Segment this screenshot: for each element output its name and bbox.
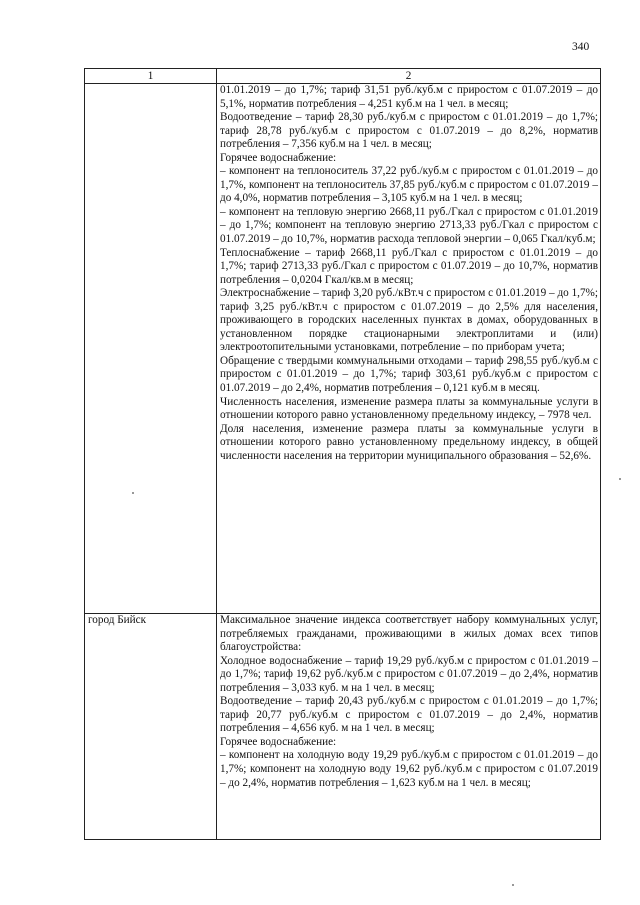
table-row: [85, 84, 601, 614]
tariff-table: [84, 68, 601, 840]
municipality-cell: город Бийск: [85, 614, 217, 840]
scan-dot: [619, 478, 621, 480]
page-number: 340: [572, 41, 590, 53]
scan-dot: [132, 492, 134, 494]
indicator-text: 01.01.2019 – до 1,7%; тариф 31,51 руб./куб.м с приростом с 01.07.2019 – до 5,1%, норматив потребления – 4,251 куб.м на 1 чел. в месяц; Водоотведение – тариф 28,30 руб./куб.м с приростом с 01.01.2019 – до 1,7%; тариф 28,78 руб./куб.м с приростом с 01.07.2019 – до 8,2%, норматив потребления – 7,356 куб.м на 1 чел. в месяц; Горячее водоснабжение: – компонент на теплоноситель 37,22 руб./куб.м с приростом с 01.01.2019 – до 1,7%, компонент на теплоноситель 37,85 руб./куб.м с приростом с 01.07.2019 – до 4,0%, норматив потребления – 3,105 куб.м на 1 чел. в месяц; – компонент на тепловую энергию 2668,11 руб./Гкал с приростом с 01.01.2019 – до 1,7%; компонент на тепловую энергию 2713,33 руб./Гкал с приростом с 01.07.2019 – до 10,7%, норматив расхода тепловой энергии – 0,065 Гкал/куб.м; Теплоснабжение – тариф 2668,11 руб./Гкал с приростом с 01.01.2019 – до 1,7%; тариф 2713,33 руб./Гкал с приростом с 01.07.2019 – до 10,7%, норматив потребления – 0,0204 Гкал/кв.м в месяц; Электроснабжение – тариф 3,20 руб./кВт.ч с приростом с 01.01.2019 – до 1,7%; тариф 3,25 руб./кВт.ч с приростом с 01.07.2019 – до 2,5% для населения, проживающего в городских населенных пунктах в домах, оборудованных в установленном порядке стационарными электроплитами и (или) электроотопительными установками, потребление – по приборам учета; Обращение с твердыми коммунальными отходами – тариф 298,55 руб./куб.м с приростом с 01.01.2019 – до 1,7%; тариф 303,61 руб./куб.м с приростом с 01.07.2019 – до 2,4%, норматив потребления – 0,121 куб.м в месяц. Численность населения, изменение размера платы за коммунальные услуги в отношении которого равно установленному предельному индексу, – 7978 чел. Доля населения, изменение размера платы за коммунальные услуги в отношении которого равно установленному предельному индексу, в общей численности населения на территории муниципального образования – 52,6%.: [220, 84, 598, 462]
column-header-1: 1: [85, 69, 217, 84]
table-row: [85, 614, 601, 840]
column-header-2: 2: [217, 69, 601, 84]
indicator-text: Максимальное значение индекса соответствует набору коммунальных услуг, потребляемых гражданами, проживающими в жилых домах всех типов благоустройства: Холодное водоснабжение – тариф 19,29 руб./куб.м с приростом с 01.01.2019 – до 1,7%; тариф 19,62 руб./куб.м с приростом с 01.07.2019 – до 2,4%, норматив потребления – 3,033 куб. м на 1 чел. в месяц; Водоотведение – тариф 20,43 руб./куб.м с приростом с 01.01.2019 – до 1,7%; тариф 20,77 руб./куб.м с приростом с 01.07.2019 – до 2,4%, норматив потребления – 4,656 куб. м на 1 чел. в месяц; Горячее водоснабжение: – компонент на холодную воду 19,29 руб./куб.м с приростом с 01.01.2019 – до 1,7%; компонент на холодную воду 19,62 руб./куб.м с приростом с 01.07.2019 – до 2,4%, норматив потребления – 1,623 куб.м на 1 чел. в месяц;: [220, 614, 598, 789]
indicator-cell: [217, 84, 601, 614]
indicator-cell: [217, 614, 601, 840]
municipality-cell: [85, 84, 217, 614]
scan-dot: [512, 884, 514, 886]
table-header: [85, 69, 601, 84]
